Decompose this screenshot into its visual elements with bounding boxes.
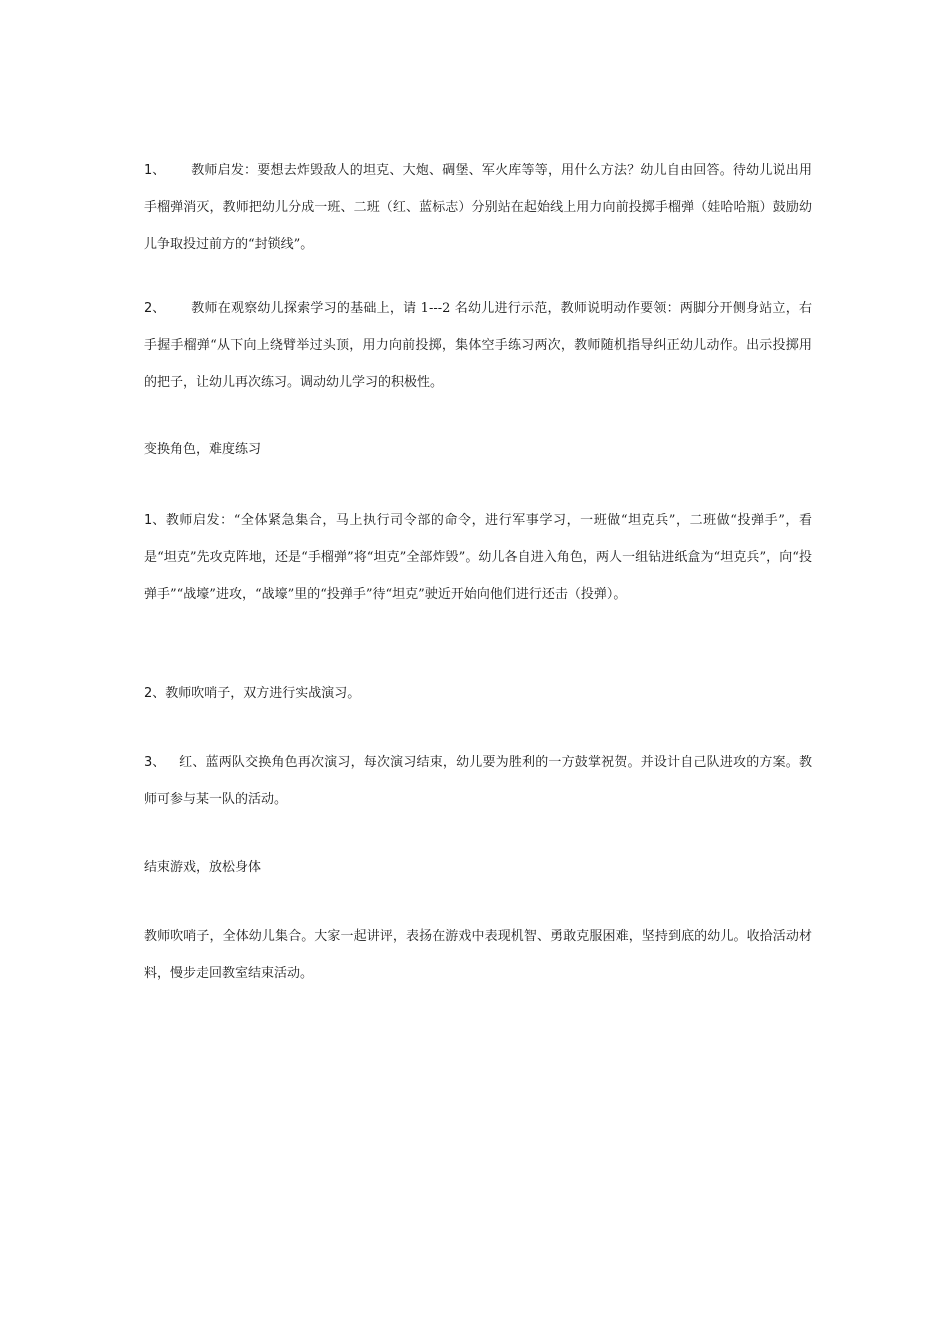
paragraph-1 bbox=[144, 152, 812, 263]
paragraph-text: 教师在观察幼儿探索学习的基础上，请 1---2 名幼儿进行示范，教师说明动作要领：两脚分开侧身站立，右手握手榴弹“从下向上绕臂举过头顶，用力向前投掷，集体空手练习两次，教师随机指导纠正幼儿动作。出示投掷用的把子，让幼儿再次练习。调动幼儿学习的积极性。 bbox=[144, 301, 812, 390]
paragraph-text: 红、蓝两队交换角色再次演习，每次演习结束，幼儿要为胜利的一方鼓掌祝贺。并设计自己队进攻的方案。教师可参与某一队的活动。 bbox=[144, 755, 812, 807]
paragraph-text: 教师启发：“全体紧急集合，马上执行司令部的命令，进行军事学习，一班做“坦克兵”，二班做“投弹手”，看是“坦克”先攻克阵地，还是“手榴弹”将“坦克”全部炸毁”。幼儿各自进入角色，两人一组钻进纸盒为“坦克兵”，向“投弹手”“战壕”进攻，“战壕”里的“投弹手”待“坦克”驶近开始向他们进行还击（投弹）。 bbox=[144, 513, 812, 602]
paragraph-6 bbox=[144, 918, 812, 992]
paragraph-text: 教师启发：要想去炸毁敌人的坦克、大炮、碉堡、军火库等等，用什么方法？幼儿自由回答。待幼儿说出用手榴弹消灭，教师把幼儿分成一班、二班（红、蓝标志）分别站在起始线上用力向前投掷手榴弹（娃哈哈瓶）鼓励幼儿争取投过前方的“封锁线”。 bbox=[144, 163, 812, 252]
paragraph-number: 1、 bbox=[144, 163, 166, 178]
paragraph-text: 教师吹哨子，双方进行实战演习。 bbox=[165, 686, 361, 701]
paragraph-number: 2、 bbox=[144, 686, 166, 701]
paragraph-number: 2、 bbox=[144, 301, 166, 316]
paragraph-number: 1、 bbox=[144, 513, 166, 528]
section-heading-relax: 结束游戏，放松身体 bbox=[144, 860, 262, 875]
paragraph-4 bbox=[144, 675, 812, 712]
paragraph-2 bbox=[144, 290, 812, 401]
paragraph-3 bbox=[144, 502, 812, 613]
paragraph-5 bbox=[144, 744, 812, 818]
paragraph-text: 教师吹哨子，全体幼儿集合。大家一起讲评，表扬在游戏中表现机智、勇敢克服困难，坚持到底的幼儿。收拾活动材料，慢步走回教室结束活动。 bbox=[144, 929, 812, 981]
paragraph-number: 3、 bbox=[144, 755, 166, 770]
section-heading-role-switch: 变换角色，难度练习 bbox=[144, 442, 262, 457]
